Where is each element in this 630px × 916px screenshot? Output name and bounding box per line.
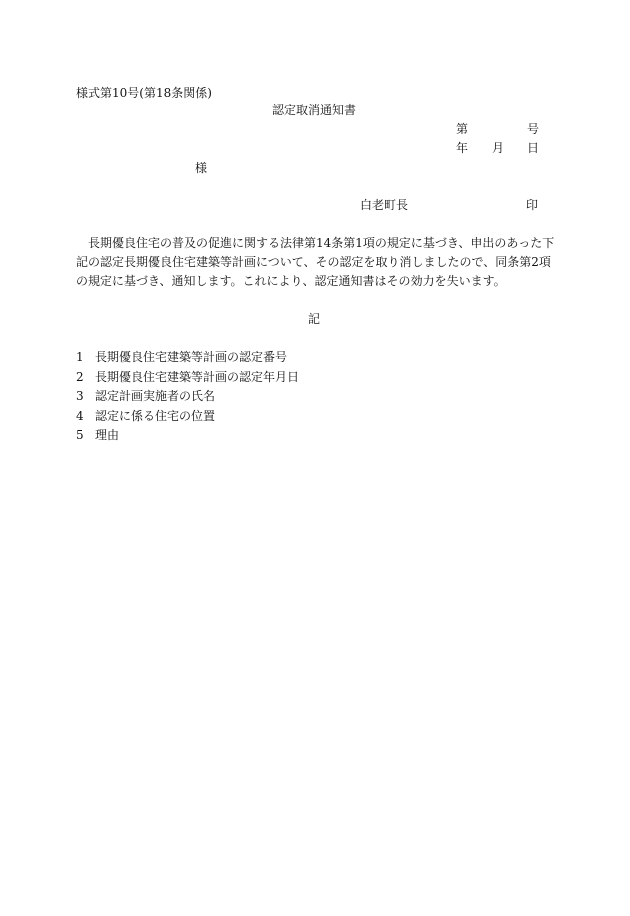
item-text: 理由 — [95, 428, 120, 442]
date-year: 年 — [456, 141, 469, 155]
form-number: 様式第10号(第18条関係) — [76, 86, 212, 100]
list-item — [76, 408, 299, 428]
item-number: 4 — [76, 408, 84, 423]
doc-number-prefix: 第 — [456, 122, 469, 136]
list-item — [76, 349, 299, 369]
item-text: 長期優良住宅建築等計画の認定番号 — [95, 350, 288, 364]
item-number: 3 — [76, 389, 84, 403]
date-month: 月 — [492, 141, 505, 155]
ki-heading: 記 — [308, 312, 321, 326]
document-title: 認定取消通知書 — [272, 103, 357, 117]
list-item — [76, 388, 299, 408]
doc-number-suffix: 号 — [527, 122, 540, 136]
item-number: 1 — [76, 350, 84, 364]
item-text: 長期優良住宅建築等計画の認定年月日 — [95, 369, 300, 384]
item-number: 2 — [76, 369, 84, 384]
item-number: 5 — [76, 428, 84, 442]
item-list — [76, 349, 299, 447]
item-text: 認定に係る住宅の位置 — [95, 408, 216, 423]
list-item — [76, 427, 299, 447]
body-paragraph: 長期優良住宅の普及の促進に関する法律第14条第1項の規定に基づき、申出のあった下記の認定長期優良住宅建築等計画について、その認定を取り消しましたので、同条第2項の規定に基づき、通知します。これにより、認定通知書はその効力を失います。 — [76, 236, 555, 288]
item-text: 認定計画実施者の氏名 — [95, 389, 216, 403]
seal-mark: 印 — [526, 198, 539, 212]
addressee-suffix: 様 — [195, 161, 208, 175]
issuer-name: 白老町長 — [360, 198, 409, 212]
date-day: 日 — [527, 141, 540, 155]
list-item — [76, 369, 299, 389]
